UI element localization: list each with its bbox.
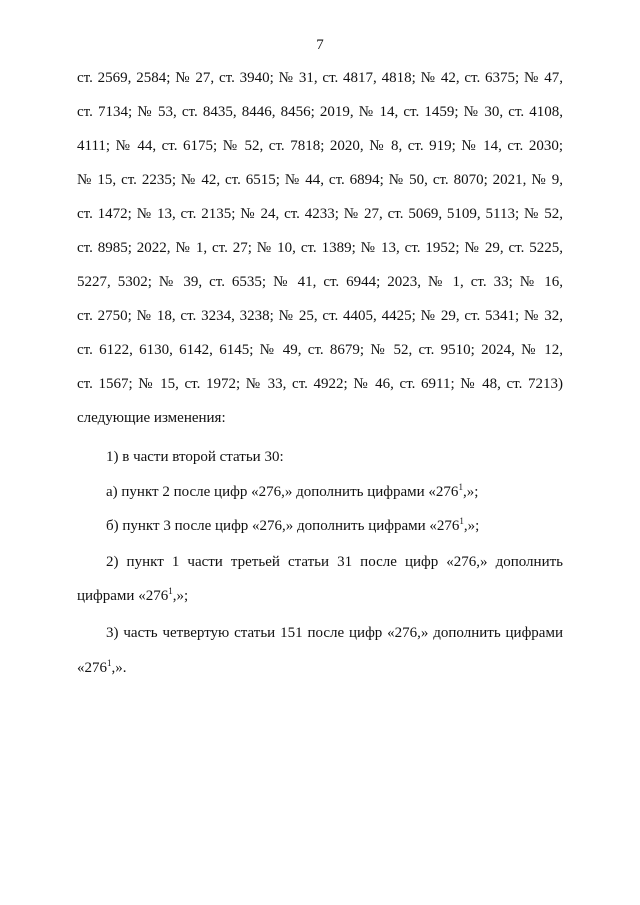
list-item-2: 2) пункт 1 части третьей статьи 31 после цифр «276,» дополнить (106, 554, 563, 570)
list-item-1b (106, 517, 563, 535)
list-item-1a-tail: ,»; (462, 484, 479, 500)
list-item-1a-text: а) пункт 2 после цифр «276,» дополнить цифрами «276 (106, 484, 459, 500)
superscript: 1 (107, 658, 112, 668)
list-item-1: 1) в части второй статьи 30: (106, 449, 284, 465)
list-item-3: 3) часть четвертую статьи 151 после цифр «276,» дополнить цифрами (106, 625, 563, 641)
superscript: 1 (458, 482, 463, 492)
superscript: 1 (168, 586, 173, 596)
body-line: ст. 1472; № 13, ст. 2135; № 24, ст. 4233; № 27, ст. 5069, 5109, 5113; № 52, (77, 206, 563, 222)
body-line: ст. 8985; 2022, № 1, ст. 27; № 10, ст. 1389; № 13, ст. 1952; № 29, ст. 5225, (77, 240, 563, 256)
list-item-1b-text: б) пункт 3 после цифр «276,» дополнить цифрами «276 (106, 518, 460, 534)
page-number: 7 (316, 37, 324, 53)
body-line: ст. 7134; № 53, ст. 8435, 8446, 8456; 2019, № 14, ст. 1459; № 30, ст. 4108, (77, 104, 563, 120)
body-line: ст. 2569, 2584; № 27, ст. 3940; № 31, ст. 4817, 4818; № 42, ст. 6375; № 47, (77, 70, 563, 86)
body-line: ст. 1567; № 15, ст. 1972; № 33, ст. 4922; № 46, ст. 6911; № 48, ст. 7213) (77, 376, 563, 392)
list-item-3-continuation (77, 659, 563, 677)
list-item-2-text: цифрами «276 (77, 588, 169, 604)
list-item-1b-tail: ,»; (463, 518, 480, 534)
superscript: 1 (459, 516, 464, 526)
body-line: № 15, ст. 2235; № 42, ст. 6515; № 44, ст. 6894; № 50, ст. 8070; 2021, № 9, (77, 172, 563, 188)
body-line: ст. 2750; № 18, ст. 3234, 3238; № 25, ст. 4405, 4425; № 29, ст. 5341; № 32, (77, 308, 563, 324)
body-line: ст. 6122, 6130, 6142, 6145; № 49, ст. 8679; № 52, ст. 9510; 2024, № 12, (77, 342, 563, 358)
list-item-2-continuation (77, 587, 563, 605)
body-line: 4111; № 44, ст. 6175; № 52, ст. 7818; 2020, № 8, ст. 919; № 14, ст. 2030; (77, 138, 563, 154)
list-item-3-tail: ,». (111, 660, 127, 676)
list-item-3-text: «276 (77, 660, 107, 676)
body-line: 5227, 5302; № 39, ст. 6535; № 41, ст. 6944; 2023, № 1, ст. 33; № 16, (77, 274, 563, 290)
body-line: следующие изменения: (77, 410, 226, 426)
list-item-1a (106, 483, 563, 501)
list-item-2-tail: ,»; (172, 588, 189, 604)
